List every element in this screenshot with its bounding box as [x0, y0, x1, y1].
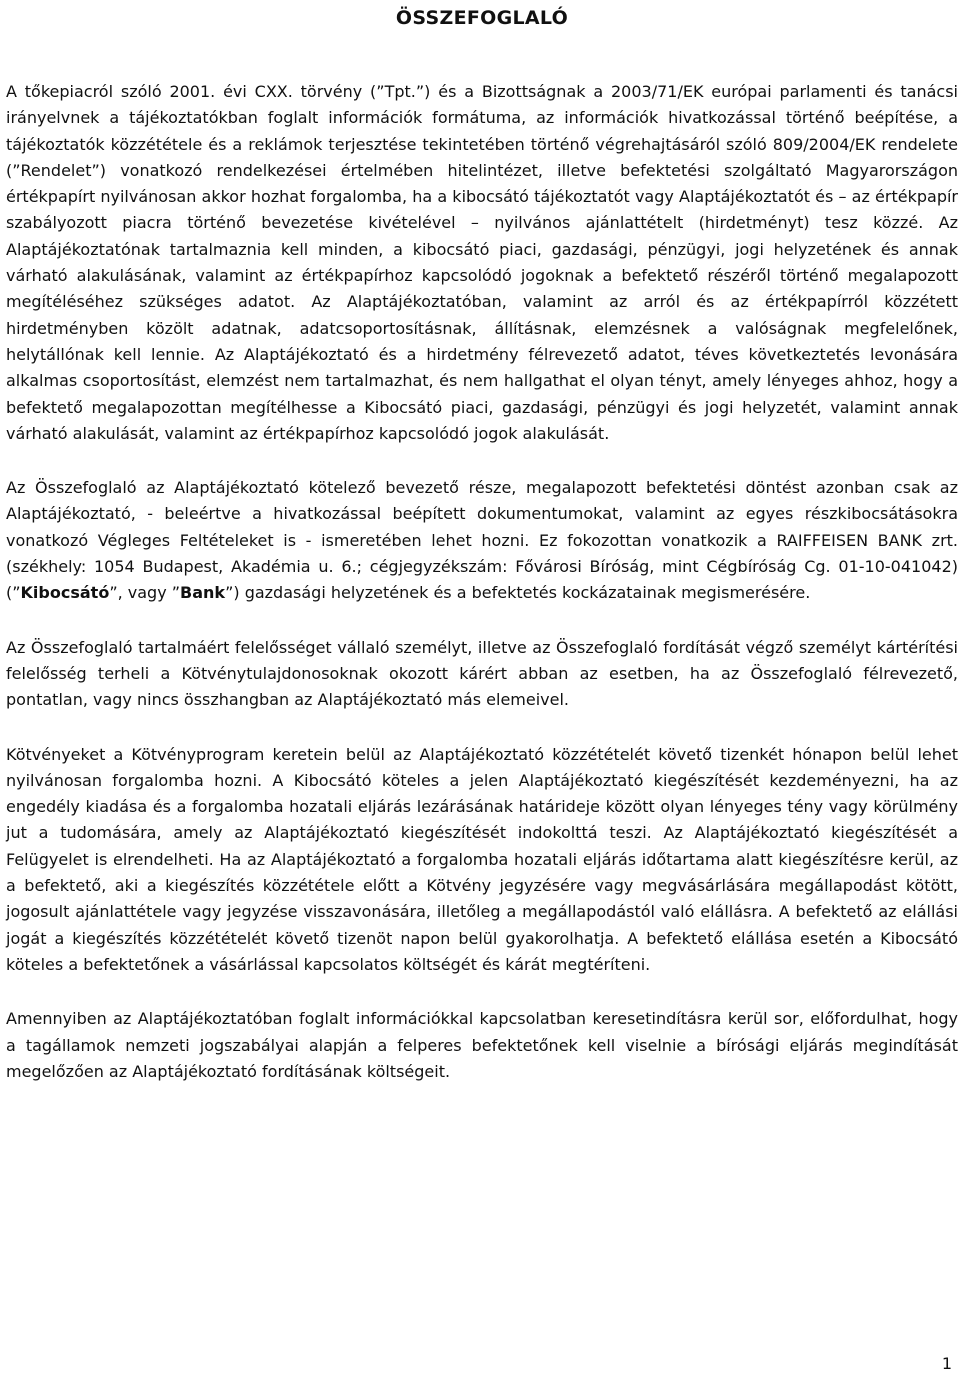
page-number: 1 — [941, 1354, 952, 1373]
paragraph-tpt-requirements: A tőkepiacról szóló 2001. évi CXX. törvény (”Tpt.”) és a Bizottságnak a 2003/71/EK európai parlamenti és tanácsi irányelvnek a tájékoztatókban foglalt információk formátuma, az információk hivatkozással történő beépítése, a tájékoztatók közzététele és a reklámok terjesztése tekintetében történő végrehajtásáról szóló 809/2004/EK rendelete (”Rendelet”) vonatkozó rendelkezései értelmében hitelintézet, illetve befektetési szolgáltató Magyarországon értékpapírt nyilvánosan akkor hozhat forgalomba, ha a kibocsátó tájékoztatót vagy Alaptájékoztatót és – az értékpapír szabályozott piacra történő bevezetése kivételével – nyilvános ajánlattételt (hirdetményt) tesz közzé. Az Alaptájékoztatónak tartalmaznia kell minden, a kibocsátó piaci, gazdasági, pénzügyi, jogi helyzetének és annak várható alakulásának, valamint az értékpapírhoz kapcsolódó jogoknak a befektető részéről történő megalapozott megítéléséhez szükséges adatot. Az Alaptájékoztatóban, valamint az arról és az értékpapírról közzétett hirdetményben közölt adatnak, adatcsoportosításnak, állításnak, elemzésnek a valóságnak megfelelőnek, helytállónak kell lennie. Az Alaptájékoztató és a hirdetmény félrevezető adatot, téves következtetés levonására alkalmas csoportosítást, elemzést nem tartalmazhat, és nem hallgathat el olyan tényt, amely lényeges ahhoz, hogy a befektető megalapozottan megítélhesse a Kibocsátó piaci, gazdasági, pénzügyi és jogi helyzetét, valamint annak várható alakulását, valamint az értékpapírhoz kapcsolódó jogok alakulását. — [6, 82, 958, 443]
paragraph-translation-costs: Amennyiben az Alaptájékoztatóban foglalt információkkal kapcsolatban keresetindításra kerül sor, előfordulhat, hogy a tagállamok nemzeti jogszabályai alapján a felperes befektetőnek kell viselnie a bírósági eljárás megindítását megelőzően az Alaptájékoztató fordításának költségeit. — [6, 1009, 958, 1081]
paragraph-liability: Az Összefoglaló tartalmáért felelősséget vállaló személyt, illetve az Összefoglaló fordítását végző személyt kártérítési felelősség terheli a Kötvénytulajdonosoknak okozott kárért abban az esetben, ha az Összefoglaló félrevezető, pontatlan, vagy nincs összhangban az Alaptájékoztató más elemeivel. — [6, 637, 958, 710]
issuer-defined-term: Kibocsátó — [20, 583, 110, 603]
paragraph-2-text-end: ”) gazdasági helyzetének és a befektetés kockázatainak megismerésére. — [225, 583, 811, 603]
page-title: ÖSSZEFOGLALÓ — [395, 7, 569, 29]
bank-defined-term: Bank — [180, 583, 226, 603]
document-page — [6, 0, 958, 1085]
paragraph-supplement: Kötvényeket a Kötvényprogram keretein belül az Alaptájékoztató közzétételét követő tizenkét hónapon belül lehet nyilvánosan forgalomba hozni. A Kibocsátó köteles a jelen Alaptájékoztató kiegészítését kezdeményezni, ha az engedély kiadása és a forgalomba hozatali eljárás lezárásának határideje között olyan lényeges tény vagy körülmény jut a tudomására, amely az Alaptájékoztató kiegészítését indokolttá teszi. Az Alaptájékoztató kiegészítését a Felügyelet is elrendelheti. Ha az Alaptájékoztató a forgalomba hozatali eljárás időtartama alatt kiegészítésre kerül, az a befektető, aki a kiegészítés közzététele előtt a Kötvény jegyzésére vagy megvásárlására megállapodást kötött, jogosult ajánlattétele vagy jegyzése visszavonására, illetőleg a megállapodástól való elállásra. A befektető az elállási jogát a kiegészítés közzétételét követő tizenöt napon belül gyakorolhatja. A befektető elállása esetén a Kibocsátó köteles a befektetőnek a vásárlással kapcsolatos költségét és kárát megtéríteni. — [6, 744, 958, 974]
paragraph-2-text-start: Az Összefoglaló az Alaptájékoztató kötelező bevezető része, megalapozott befektetési döntést azonban csak az Alaptájékoztató, - beleértve a hivatkozással beépített dokumentumokat, valamint az egyes részkibocsátásokra vonatkozó Végleges Feltételeket is - ismeretében lehet hozni. Ez fokozottan vonatkozik a RAIFFEISEN BANK zrt. (székhely: 1054 Budapest, Akadémia u. 6.; cégjegyzékszám: Fővárosi Bíróság, mint Cégbíróság Cg. 01-10-041042) (” — [6, 478, 958, 603]
paragraph-2-text-middle: ”, vagy ” — [109, 583, 181, 603]
paragraph-summary-introduction — [6, 475, 958, 606]
